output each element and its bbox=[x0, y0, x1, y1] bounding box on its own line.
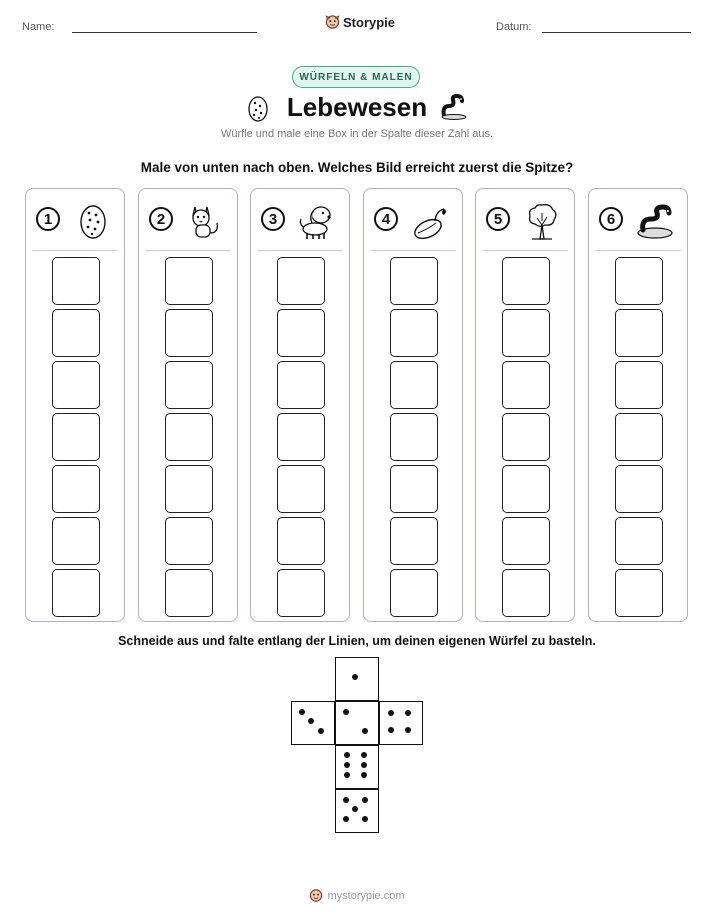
color-box[interactable] bbox=[615, 465, 663, 513]
color-box[interactable] bbox=[502, 309, 550, 357]
worm-icon bbox=[633, 199, 679, 243]
color-box[interactable] bbox=[390, 569, 438, 617]
name-field[interactable] bbox=[72, 32, 257, 33]
die-face-1 bbox=[335, 657, 379, 701]
name-label: Name: bbox=[22, 21, 55, 33]
footer bbox=[0, 888, 714, 903]
color-box[interactable] bbox=[277, 569, 325, 617]
color-box[interactable] bbox=[52, 309, 100, 357]
color-box[interactable] bbox=[390, 361, 438, 409]
color-box[interactable] bbox=[52, 465, 100, 513]
color-box[interactable] bbox=[390, 309, 438, 357]
die-face-6 bbox=[335, 745, 379, 789]
cat-icon bbox=[183, 199, 229, 243]
color-box[interactable] bbox=[502, 569, 550, 617]
color-box[interactable] bbox=[615, 309, 663, 357]
color-box[interactable] bbox=[165, 361, 213, 409]
color-box[interactable] bbox=[615, 361, 663, 409]
color-box[interactable] bbox=[390, 257, 438, 305]
die-face-3 bbox=[291, 701, 335, 745]
column-header bbox=[26, 189, 124, 251]
column-header bbox=[364, 189, 462, 251]
color-box[interactable] bbox=[52, 257, 100, 305]
color-box[interactable] bbox=[502, 413, 550, 461]
column-header bbox=[589, 189, 687, 251]
color-box[interactable] bbox=[277, 309, 325, 357]
color-box[interactable] bbox=[277, 465, 325, 513]
color-box[interactable] bbox=[165, 517, 213, 565]
date-label: Datum: bbox=[496, 21, 532, 33]
column-header bbox=[139, 189, 237, 251]
die-face-5 bbox=[335, 789, 379, 833]
brand-name: Storypie bbox=[343, 14, 396, 30]
color-box[interactable] bbox=[52, 517, 100, 565]
column-6 bbox=[588, 188, 688, 622]
color-box[interactable] bbox=[52, 361, 100, 409]
storypie-mascot-icon bbox=[325, 14, 340, 30]
column-number: 5 bbox=[486, 207, 510, 231]
color-box[interactable] bbox=[615, 257, 663, 305]
color-box[interactable] bbox=[615, 413, 663, 461]
page-title: Lebewesen bbox=[286, 92, 428, 122]
column-5 bbox=[475, 188, 575, 622]
color-box[interactable] bbox=[165, 309, 213, 357]
color-box[interactable] bbox=[615, 517, 663, 565]
dog-icon bbox=[295, 199, 341, 243]
worm-icon bbox=[440, 94, 468, 125]
column-number: 6 bbox=[599, 207, 623, 231]
color-box[interactable] bbox=[615, 569, 663, 617]
storypie-mascot-icon bbox=[309, 888, 323, 903]
color-box[interactable] bbox=[277, 517, 325, 565]
column-4 bbox=[363, 188, 463, 622]
date-field[interactable] bbox=[542, 32, 691, 33]
color-box[interactable] bbox=[165, 413, 213, 461]
color-box[interactable] bbox=[390, 413, 438, 461]
column-3 bbox=[250, 188, 350, 622]
color-box[interactable] bbox=[277, 361, 325, 409]
color-box[interactable] bbox=[52, 569, 100, 617]
category-badge: WÜRFELN & MALEN bbox=[292, 66, 420, 88]
footer-url[interactable]: mystorypie.com bbox=[327, 889, 405, 902]
color-box[interactable] bbox=[165, 257, 213, 305]
column-header bbox=[476, 189, 574, 251]
color-box[interactable] bbox=[390, 465, 438, 513]
color-box[interactable] bbox=[277, 257, 325, 305]
column-1 bbox=[25, 188, 125, 622]
instruction-text: Male von unten nach oben. Welches Bild erreicht zuerst die Spitze? bbox=[140, 160, 574, 175]
column-2 bbox=[138, 188, 238, 622]
color-box[interactable] bbox=[390, 517, 438, 565]
color-box[interactable] bbox=[502, 465, 550, 513]
column-header bbox=[251, 189, 349, 251]
tree-icon bbox=[520, 199, 566, 243]
column-number: 4 bbox=[374, 207, 398, 231]
subtitle: Würfle und male eine Box in der Spalte dieser Zahl aus. bbox=[220, 128, 494, 140]
seed-icon bbox=[408, 199, 454, 243]
color-box[interactable] bbox=[502, 517, 550, 565]
egg-icon bbox=[70, 199, 116, 243]
column-number: 1 bbox=[36, 207, 60, 231]
color-box[interactable] bbox=[277, 413, 325, 461]
brand-logo bbox=[325, 14, 395, 30]
color-box[interactable] bbox=[52, 413, 100, 461]
column-number: 2 bbox=[149, 207, 173, 231]
color-box[interactable] bbox=[502, 361, 550, 409]
die-face-4 bbox=[379, 701, 423, 745]
color-box[interactable] bbox=[502, 257, 550, 305]
cut-instruction: Schneide aus und falte entlang der Linien, um deinen eigenen Würfel zu basteln. bbox=[118, 634, 596, 648]
die-face-2 bbox=[335, 701, 379, 745]
color-box[interactable] bbox=[165, 569, 213, 617]
column-number: 3 bbox=[261, 207, 285, 231]
color-box[interactable] bbox=[165, 465, 213, 513]
